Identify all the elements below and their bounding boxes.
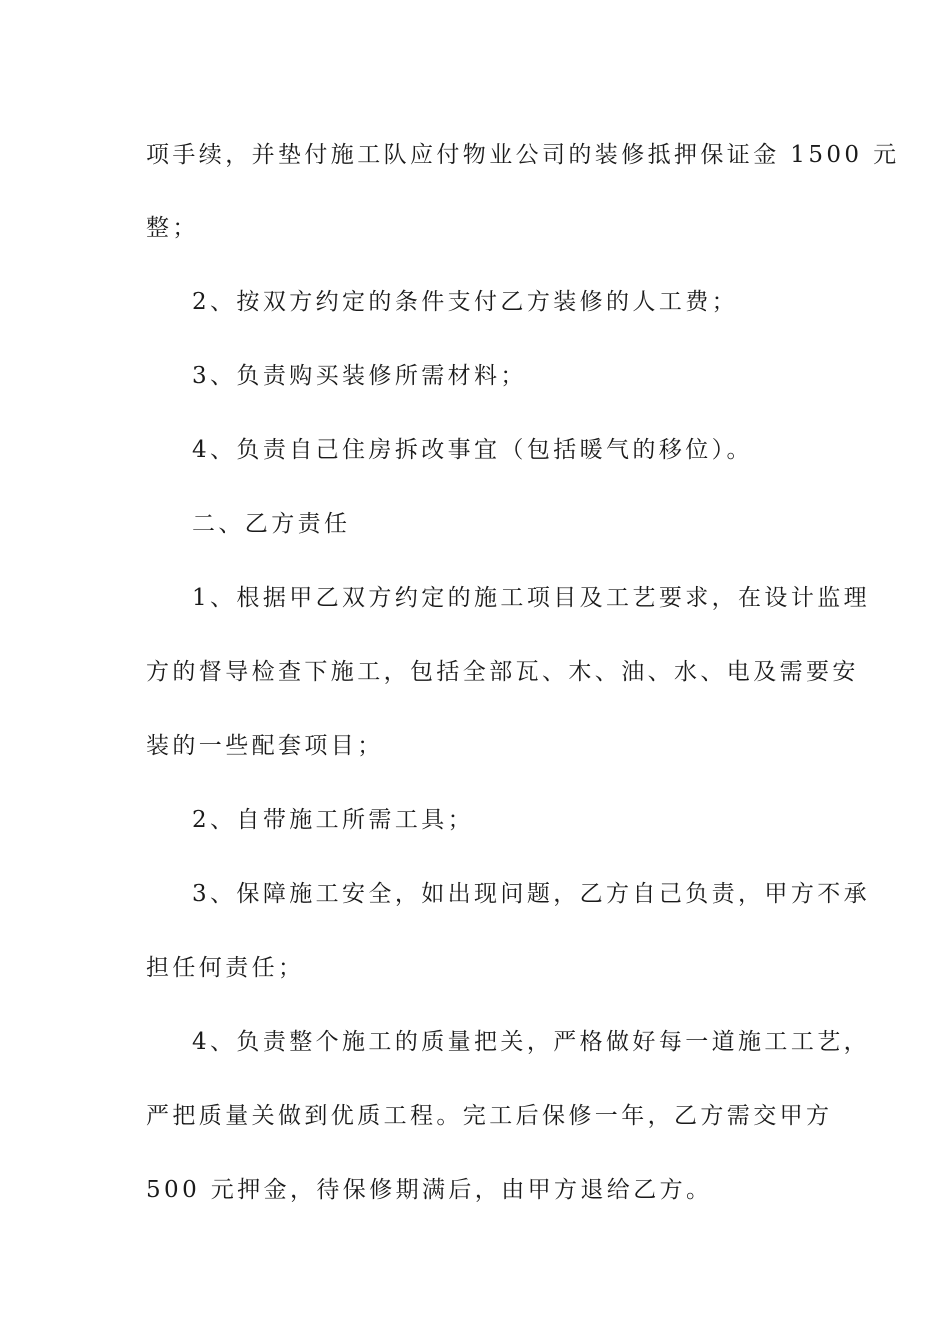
text-line-9: 装的一些配套项目；: [146, 733, 384, 759]
section-heading: 二、乙方责任: [192, 511, 351, 537]
text-line-3: 2、按双方约定的条件支付乙方装修的人工费；: [192, 289, 739, 315]
text-line-13: 4、负责整个施工的质量把关，严格做好每一道施工工艺，: [192, 1029, 871, 1055]
text-line-10: 2、自带施工所需工具；: [192, 807, 475, 833]
text-line-14: 严把质量关做到优质工程。完工后保修一年，乙方需交甲方: [146, 1103, 833, 1129]
text-line-7: 1、根据甲乙双方约定的施工项目及工艺要求，在设计监理: [192, 585, 871, 611]
text-line-4: 3、负责购买装修所需材料；: [192, 363, 527, 389]
text-line-1: 项手续，并垫付施工队应付物业公司的装修抵押保证金 1500 元: [146, 142, 900, 168]
text-line-2: 整；: [146, 215, 199, 241]
text-line-12: 担任何责任；: [146, 955, 305, 981]
text-line-11: 3、保障施工安全，如出现问题，乙方自己负责，甲方不承: [192, 881, 871, 907]
text-line-8: 方的督导检查下施工，包括全部瓦、木、油、水、电及需要安: [146, 659, 859, 685]
text-line-15: 500 元押金，待保修期满后，由甲方退给乙方。: [146, 1177, 713, 1203]
text-line-5: 4、负责自己住房拆改事宜（包括暖气的移位）。: [192, 437, 753, 463]
